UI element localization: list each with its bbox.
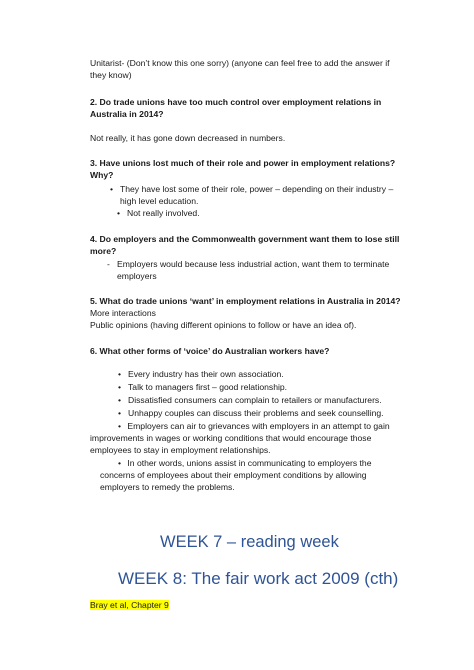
bullet-icon: •	[110, 184, 114, 194]
bullet-icon: •	[118, 395, 122, 405]
answer-6-bullet-4-text: Unhappy couples can discuss their problems and seek counselling.	[128, 408, 384, 418]
dash-icon: -	[107, 259, 110, 269]
answer-6-bullet-5	[90, 420, 408, 456]
answer-6-bullet-1	[118, 368, 408, 380]
bullet-icon: •	[118, 458, 122, 468]
answer-5-line-1	[90, 307, 408, 319]
bullet-icon: •	[118, 382, 122, 392]
question-2-text: 2. Do trade unions have too much control over employment relations in Australia in 2014?	[90, 97, 382, 119]
bullet-icon: •	[118, 421, 122, 431]
bullet-icon: •	[117, 208, 121, 218]
question-5	[90, 295, 408, 307]
week-8-heading	[118, 568, 398, 589]
answer-6-bullet-4	[118, 407, 408, 419]
answer-6-bullet-3	[118, 394, 408, 406]
answer-6-bullet-1-text: Every industry has their own association.	[128, 369, 284, 379]
answer-5-line-2-text: Public opinions (having different opinions to follow or have an idea of).	[90, 320, 357, 330]
answer-3-bullet-1-text: They have lost some of their role, power – depending on their industry – high level education.	[120, 184, 394, 206]
answer-3-bullet-1	[110, 183, 410, 207]
answer-2	[90, 132, 408, 144]
answer-4	[100, 258, 410, 282]
answer-5-line-1-text: More interactions	[90, 308, 156, 318]
answer-3-bullet-2-text: Not really involved.	[127, 208, 200, 218]
unitarist-text: Unitarist- (Don’t know this one sorry) (anyone can feel free to add the answer if they know)	[90, 58, 390, 80]
reference-line	[90, 599, 169, 611]
question-3-text: 3. Have unions lost much of their role and power in employment relations? Why?	[90, 158, 396, 180]
answer-3-bullet-2	[117, 207, 407, 219]
question-4-text: 4. Do employers and the Commonwealth government want them to lose still more?	[90, 234, 400, 256]
answer-6-bullet-6	[100, 457, 408, 493]
question-2	[90, 96, 408, 120]
answer-6-bullet-3-text: Dissatisfied consumers can complain to retailers or manufacturers.	[128, 395, 382, 405]
question-5-text: 5. What do trade unions ‘want’ in employment relations in Australia in 2014?	[90, 296, 401, 306]
reference-highlight: Bray et al, Chapter 9	[90, 600, 169, 610]
answer-4-text: Employers would because less industrial action, want them to terminate employers	[117, 259, 390, 281]
question-4	[90, 233, 408, 257]
bullet-icon: •	[118, 408, 122, 418]
answer-6-bullet-5-text: Employers can air to grievances with employers in an attempt to gain improvements in wages or working conditions that would encourage those employees to stay in employment relationships.	[90, 421, 390, 455]
answer-6-bullet-2-text: Talk to managers first – good relationship.	[128, 382, 288, 392]
answer-2-text: Not really, it has gone down decreased in numbers.	[90, 133, 286, 143]
bullet-icon: •	[118, 369, 122, 379]
question-6	[90, 345, 408, 357]
question-3	[90, 157, 408, 181]
answer-5-line-2	[90, 319, 408, 331]
answer-6-bullet-2	[118, 381, 408, 393]
question-6-text: 6. What other forms of ‘voice’ do Australian workers have?	[90, 346, 330, 356]
week-7-heading-text: WEEK 7 – reading week	[160, 533, 339, 551]
unitarist-paragraph	[90, 57, 400, 81]
week-8-heading-text: WEEK 8: The fair work act 2009 (cth)	[118, 569, 399, 588]
week-7-heading	[160, 532, 339, 552]
answer-6-bullet-6-text: In other words, unions assist in communicating to employers the concerns of employees about their employment conditions by allowing employers to remedy the problems.	[100, 458, 372, 492]
